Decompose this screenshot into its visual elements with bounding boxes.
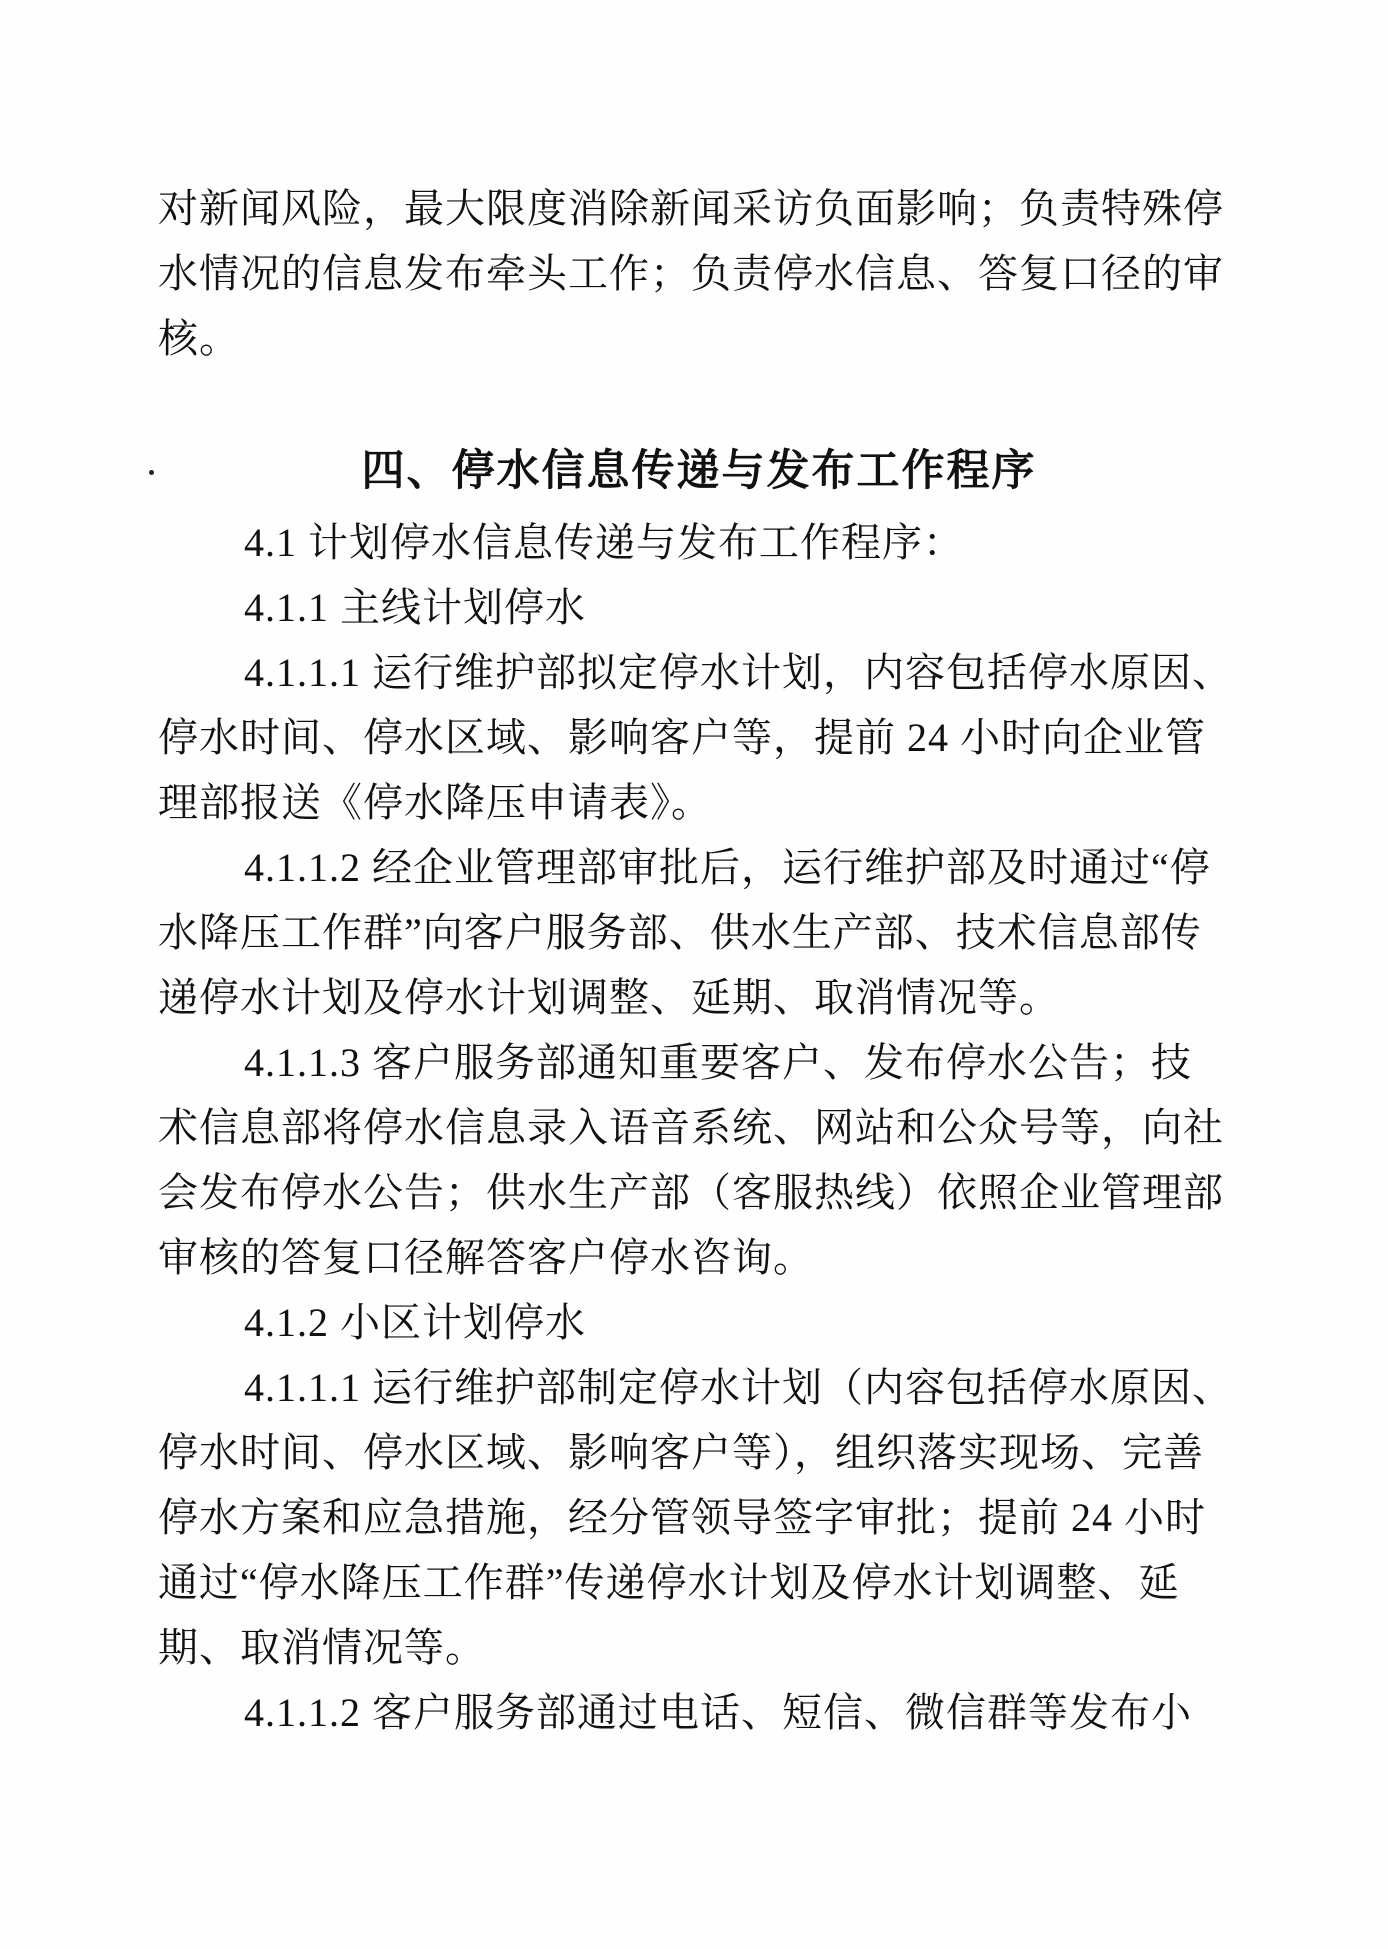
numbered-clause-line: 4.1.1 主线计划停水 — [244, 585, 586, 630]
paragraph-line: 会发布停水公告；供水生产部（客服热线）依照企业管理部 — [158, 1170, 1224, 1215]
paragraph-line: 核。 — [158, 316, 240, 361]
paragraph-line: 术信息部将停水信息录入语音系统、网站和公众号等，向社 — [158, 1105, 1224, 1150]
paragraph-line: 理部报送《停水降压申请表》。 — [158, 780, 712, 825]
paragraph-line: 停水时间、停水区域、影响客户等），组织落实现场、完善 — [158, 1430, 1204, 1475]
paragraph-line: 水情况的信息发布牵头工作；负责停水信息、答复口径的审 — [158, 251, 1224, 296]
scan-speck-mark — [149, 470, 154, 475]
numbered-clause-line: 4.1.1.1 运行维护部制定停水计划（内容包括停水原因、 — [244, 1365, 1233, 1410]
numbered-clause-line: 4.1.2 小区计划停水 — [244, 1300, 586, 1345]
numbered-clause-line: 4.1.1.1 运行维护部拟定停水计划，内容包括停水原因、 — [244, 650, 1233, 695]
numbered-clause-line: 4.1.1.2 客户服务部通过电话、短信、微信群等发布小 — [244, 1690, 1192, 1735]
numbered-clause-line: 4.1 计划停水信息传递与发布工作程序： — [244, 520, 964, 565]
paragraph-line: 通过“停水降压工作群”传递停水计划及停水计划调整、延 — [158, 1560, 1180, 1605]
section-heading: 四、停水信息传递与发布工作程序 — [361, 447, 1037, 495]
numbered-clause-line: 4.1.1.2 经企业管理部审批后，运行维护部及时通过“停 — [244, 845, 1211, 890]
document-text-block — [158, 176, 1240, 1745]
paragraph-line: 期、取消情况等。 — [158, 1625, 486, 1670]
numbered-clause-line: 4.1.1.3 客户服务部通知重要客户、发布停水公告；技 — [244, 1040, 1192, 1085]
paragraph-line: 审核的答复口径解答客户停水咨询。 — [158, 1235, 814, 1280]
paragraph-line: 水降压工作群”向客户服务部、供水生产部、技术信息部传 — [158, 910, 1202, 955]
paragraph-line: 对新闻风险，最大限度消除新闻采访负面影响；负责特殊停 — [158, 186, 1224, 231]
paragraph-line: 递停水计划及停水计划调整、延期、取消情况等。 — [158, 975, 1060, 1020]
paragraph-line: 停水时间、停水区域、影响客户等，提前 24 小时向企业管 — [158, 715, 1206, 760]
paragraph-line: 停水方案和应急措施，经分管领导签字审批；提前 24 小时 — [158, 1495, 1206, 1540]
